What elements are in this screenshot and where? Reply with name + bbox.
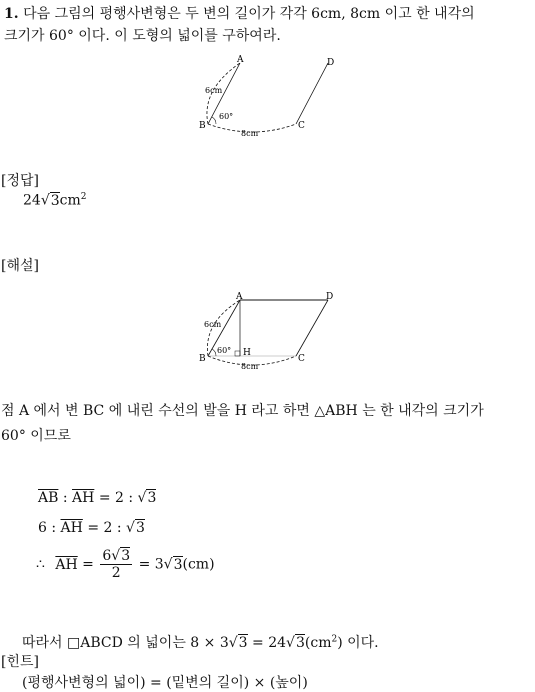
eq1-radicand: 3	[147, 490, 157, 506]
label-d: D	[326, 292, 334, 302]
angle-arc	[212, 349, 216, 356]
hint-formula: (평행사변형의 넓이) = (밑변의 길이) × (높이)	[22, 675, 308, 691]
hint-header: [힌트]	[1, 654, 39, 670]
answer-value: $24√3cm^2$	[23, 192, 87, 209]
eq3-unit: (cm)	[182, 556, 215, 573]
figure-parallelogram-1	[195, 55, 345, 140]
conclusion-radicand-1: 3	[238, 635, 248, 651]
solution-text-1: 점 A 에서 변 BC 에 내린 수선의 발을 H 라고 하면 △ABH 는 한 내각의 크기가	[1, 403, 484, 419]
conclusion-unit: (cm	[304, 635, 332, 651]
eq3-therefore: ∴	[36, 556, 45, 573]
equation-2: 6 : $\overline{AH} = 2$ : √3	[38, 520, 145, 536]
equation-3: ∴ $\overline{AH}$ = $\frac{6√3}{2}$ = 3√3(cm)	[36, 548, 215, 581]
label-h: H	[243, 348, 251, 358]
answer-unit: cm	[59, 192, 81, 209]
problem-text-1: 다음 그림의 평행사변형은 두 변의 길이가 각각 6cm, 8cm 이고 한 내각의	[23, 6, 475, 22]
right-angle-mark	[235, 351, 240, 356]
answer-radicand: 3	[50, 192, 60, 209]
figure-parallelogram-2	[195, 285, 345, 375]
problem-number: 1.	[4, 6, 19, 22]
eq2-ah: $\overline{AH}$	[60, 520, 83, 536]
eq1-ah: $\overline{AH}$	[72, 490, 95, 506]
eq2-lhs: 6 :	[38, 520, 57, 536]
label-side-bc: 8cm	[241, 129, 259, 138]
conclusion-mid: = 24	[252, 635, 287, 651]
eq3-fraction: $\frac{6√3}{2}$	[102, 548, 131, 581]
label-side-ab: 6cm	[205, 86, 223, 95]
conclusion-post: ) 이다.	[337, 635, 379, 651]
eq3-ah: $\overline{AH}$	[55, 556, 78, 573]
label-angle: 60°	[217, 346, 232, 355]
label-side-ab: 6cm	[204, 320, 222, 329]
conclusion-radicand-2: 3	[295, 635, 305, 651]
label-angle: 60°	[219, 112, 234, 121]
problem-text-2: 크기가 60° 이다. 이 도형의 넓이를 구하여라.	[4, 28, 281, 44]
eq3-num-radicand: 3	[121, 548, 131, 564]
side-cd	[296, 300, 328, 356]
eq2-rhs: = 2 :	[87, 520, 122, 536]
label-d: D	[327, 58, 335, 68]
label-side-bc: 8cm	[241, 362, 259, 371]
answer-unit-exp: 2	[80, 192, 87, 202]
answer-coef: 24	[23, 192, 41, 209]
equation-1: $\overline{AB}$ : $\overline{AH} = 2$ : √3	[38, 490, 157, 506]
problem-line-1	[4, 4, 475, 24]
label-a: A	[237, 55, 244, 65]
eq2-radicand: 3	[135, 520, 145, 536]
solution-conclusion: 따라서 □ABCD 의 넓이는 $8 \times 3√3 = 24√3(cm^2)$ 이다.	[22, 634, 379, 651]
eq3-rhs-radicand: 3	[173, 556, 183, 573]
solution-header: [해설]	[1, 258, 39, 274]
eq3-denominator: 2	[111, 565, 121, 581]
solution-text-2: 60° 이므로	[1, 428, 71, 444]
conclusion-unit-exp: 2	[331, 634, 338, 645]
eq1-ab: $\overline{AB}$	[38, 490, 59, 506]
conclusion-pre: 따라서 □ABCD 의 넓이는 8 × 3	[22, 635, 229, 651]
label-b: B	[199, 121, 206, 131]
eq1-colon: :	[62, 490, 68, 506]
eq3-num-coef: 6	[102, 548, 112, 564]
label-c: C	[298, 121, 305, 131]
label-c: C	[298, 354, 305, 364]
eq3-eq: =	[82, 556, 94, 573]
eq1-rhs: = 2 :	[98, 490, 134, 506]
label-a: A	[236, 292, 243, 302]
side-cd	[296, 63, 328, 124]
eq3-rhs: = 3	[138, 556, 164, 573]
label-b: B	[199, 354, 206, 364]
angle-arc	[212, 117, 216, 124]
answer-header: [정답]	[1, 173, 39, 189]
